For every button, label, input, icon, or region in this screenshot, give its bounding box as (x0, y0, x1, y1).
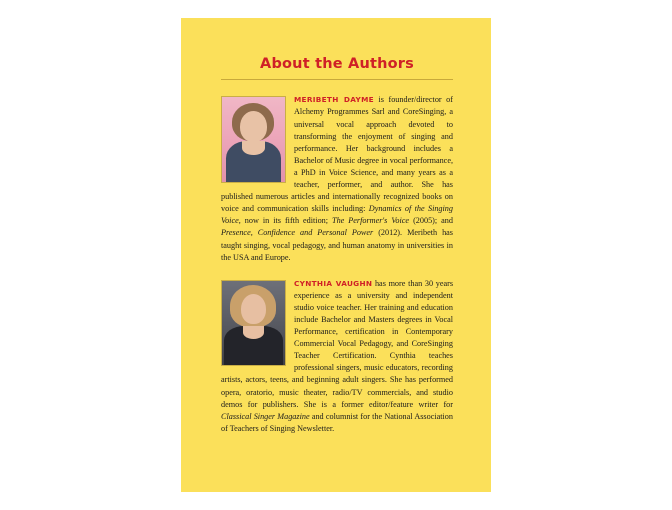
author-name: MERIBETH DAYME (294, 95, 374, 105)
title-divider (221, 79, 453, 80)
meribeth-dayme-portrait (221, 96, 286, 183)
card-content (221, 56, 453, 449)
author-name: CYNTHIA VAUGHN (294, 278, 373, 288)
page-title: About the Authors (260, 56, 414, 72)
about-the-authors-card (181, 18, 491, 492)
portrait-collar (243, 326, 264, 339)
cynthia-vaughn-portrait (221, 280, 286, 366)
author-bio-cynthia-vaughn (221, 278, 453, 435)
portrait-face (240, 111, 267, 142)
author-bio-meribeth-dayme (221, 94, 453, 263)
author-bio-body: is founder/director of Alchemy Programmes Sarl and CoreSinging, a universal vocal approach devoted to transforming the enjoyment of singing and performance. Her background includes a Bachelor of Music degree in vocal performance, a PhD in Voice Science, and many years as a teacher, performer, and author. She has published numerous articles and internationally recognized books on voice and communication skills including: Dynamics of the Singing Voice, now in its fifth edition; The Performer's Voice (2005); and Presence, Confidence and Personal Power (2012). Meribeth has taught singing, vocal pedagogy, and human anatomy in universities in the USA and Europe. (221, 95, 453, 262)
portrait-face (241, 294, 266, 324)
author-bio-body: has more than 30 years experience as a university and independent studio voice teacher. Her training and education include Bachelor and Masters degrees in Vocal Performance, certification in Contemporary Commercial Vocal Pedagogy, and CoreSinging Teacher Certification. Cynthia teaches professional singers, music educators, recording artists, actors, teens, and beginning adult singers. She has performed opera, oratorio, music theater, radio/TV commercials, and studio demos for publishers. She is a former editor/feature writer for Classical Singer Magazine and columnist for the National Association of Teachers of Singing Newsletter. (221, 278, 453, 433)
